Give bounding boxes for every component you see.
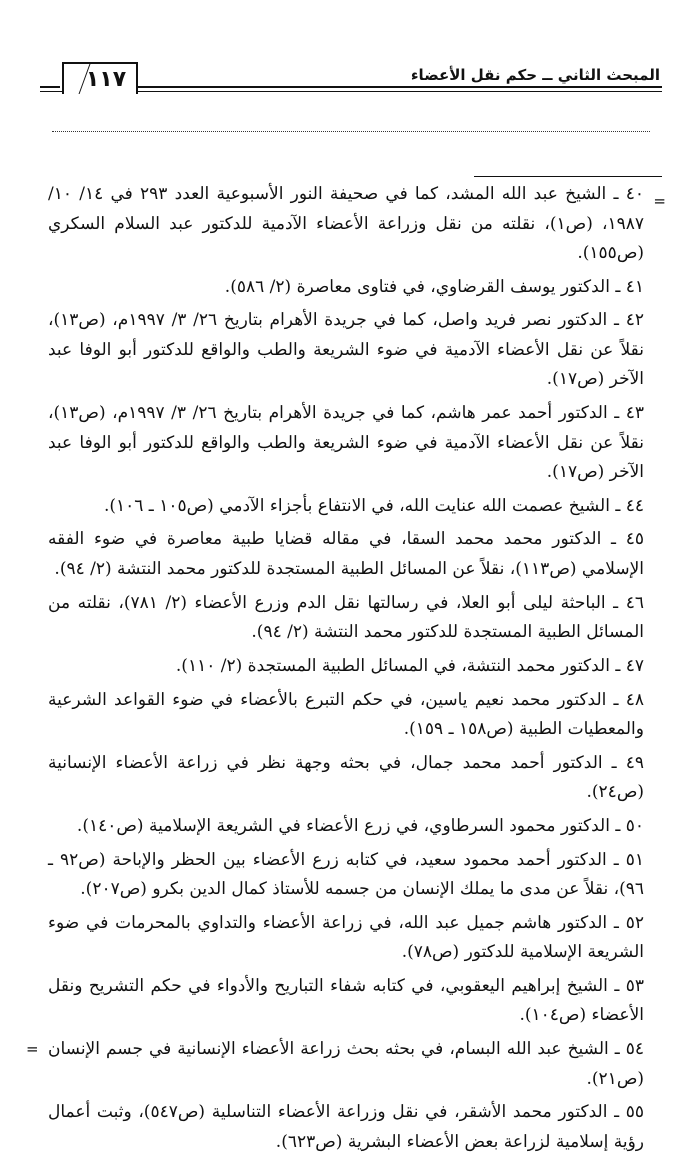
dotted-separator [52,131,650,132]
footnotes-list [48,180,644,1162]
running-title: المبحث الثاني ــ حكم نقل الأعضاء [410,66,660,84]
footnote-45: ٤٥ ـ الدكتور محمد محمد السقا، في مقاله قضايا طبية معاصرة في ضوء الفقه الإسلامي (ص١١٣)، نقلاً عن المسائل الطبية المستجدة للدكتور محمد النتشة (٢/ ٩٤). [48,529,644,579]
footnote-50: ٥٠ ـ الدكتور محمود السرطاوي، في زرع الأعضاء في الشريعة الإسلامية (ص١٤٠). [76,815,644,836]
footnote-51: ٥١ ـ الدكتور أحمد محمود سعيد، في كتابه زرع الأعضاء بين الحظر والإباحة (ص٩٢ ـ ٩٦)، نقلاً عن مدى ما يملك الإنسان من جسمه للأستاذ كمال الدين بكرو (ص٢٠٧). [48,849,645,900]
footnote-54: ٥٤ ـ الشيخ عبد الله البسام، في بحثه بحث زراعة الأعضاء الإنسانية في جسم الإنسان (ص٢١). [48,1039,644,1089]
continuation-mark-bottom: = [26,1040,39,1058]
footnote-42: ٤٢ ـ الدكتور نصر فريد واصل، كما في جريدة الأهرام بتاريخ ٢٦/ ٣/ ١٩٩٧م، (ص١٣)، نقلاً عن نقل الأعضاء الآدمية في ضوء الشريعة والطب والواقع للدكتور أبو الوفا عبد الآخر (ص١٧). [48,310,644,390]
footnote-41: ٤١ ـ الدكتور يوسف القرضاوي، في فتاوى معاصرة (٢/ ٥٨٦). [224,276,644,297]
footnote-44: ٤٤ ـ الشيخ عصمت الله عنايت الله، في الانتفاع بأجزاء الآدمي (ص١٠٥ ـ ١٠٦). [103,495,644,516]
footnote-49: ٤٩ ـ الدكتور أحمد محمد جمال، في بحثه وجهة نظر في زراعة الأعضاء الإنسانية (ص٢٤). [48,752,644,803]
footnote-rule [474,176,662,177]
footnote-55: ٥٥ ـ الدكتور محمد الأشقر، في نقل وزراعة الأعضاء التناسلية (ص٥٤٧)، وثبت أعمال رؤية إسلامية لزراعة بعض الأعضاء البشرية (ص٦٢٣). [48,1102,644,1152]
page-header [40,58,662,98]
page-number: ١١٧ [85,66,127,92]
footnote-48: ٤٨ ـ الدكتور محمد نعيم ياسين، في حكم التبرع بالأعضاء في ضوء القواعد الشرعية والمعطيات الطبية (ص١٥٨ ـ ١٥٩). [48,689,644,739]
footnote-53: ٥٣ ـ الشيخ إبراهيم اليعقوبي، في كتابه شفاء التباريح والأدواء في حكم التشريح ونقل الأعضاء (ص١٠٤). [48,975,644,1026]
footnote-40: ٤٠ ـ الشيخ عبد الله المشد، كما في صحيفة النور الأسبوعية العدد ٢٩٣ في ١٤/ ١٠/ ١٩٨٧، (ص١)، نقلته من نقل وزراعة الأعضاء الآدمية للدكتور عبد السلام السكري (ص١٥٥). [48,184,645,263]
header-rule [40,86,60,88]
footnote-46: ٤٦ ـ الباحثة ليلى أبو العلا، في رسالتها نقل الدم وزرع الأعضاء (٢/ ٧٨١)، نقلته من المسائل الطبية المستجدة للدكتور محمد النتشة (٢/ ٩٤). [48,592,644,643]
footnote-47: ٤٧ ـ الدكتور محمد النتشة، في المسائل الطبية المستجدة (٢/ ١١٠). [175,655,644,676]
page-number-box [62,62,138,94]
header-rule [136,86,662,88]
footnote-52: ٥٢ ـ الدكتور هاشم جميل عبد الله، في زراعة الأعضاء والتداوي بالمحرمات في ضوء الشريعة الإسلامية للدكتور (ص٧٨). [48,912,644,963]
footnote-43: ٤٣ ـ الدكتور أحمد عمر هاشم، كما في جريدة الأهرام بتاريخ ٢٦/ ٣/ ١٩٩٧م، (ص١٣)، نقلاً عن نقل الأعضاء الآدمية في ضوء الشريعة والطب والواقع للدكتور أبو الوفا عبد الآخر (ص١٧). [48,403,644,483]
continuation-mark-top: = [653,192,666,210]
